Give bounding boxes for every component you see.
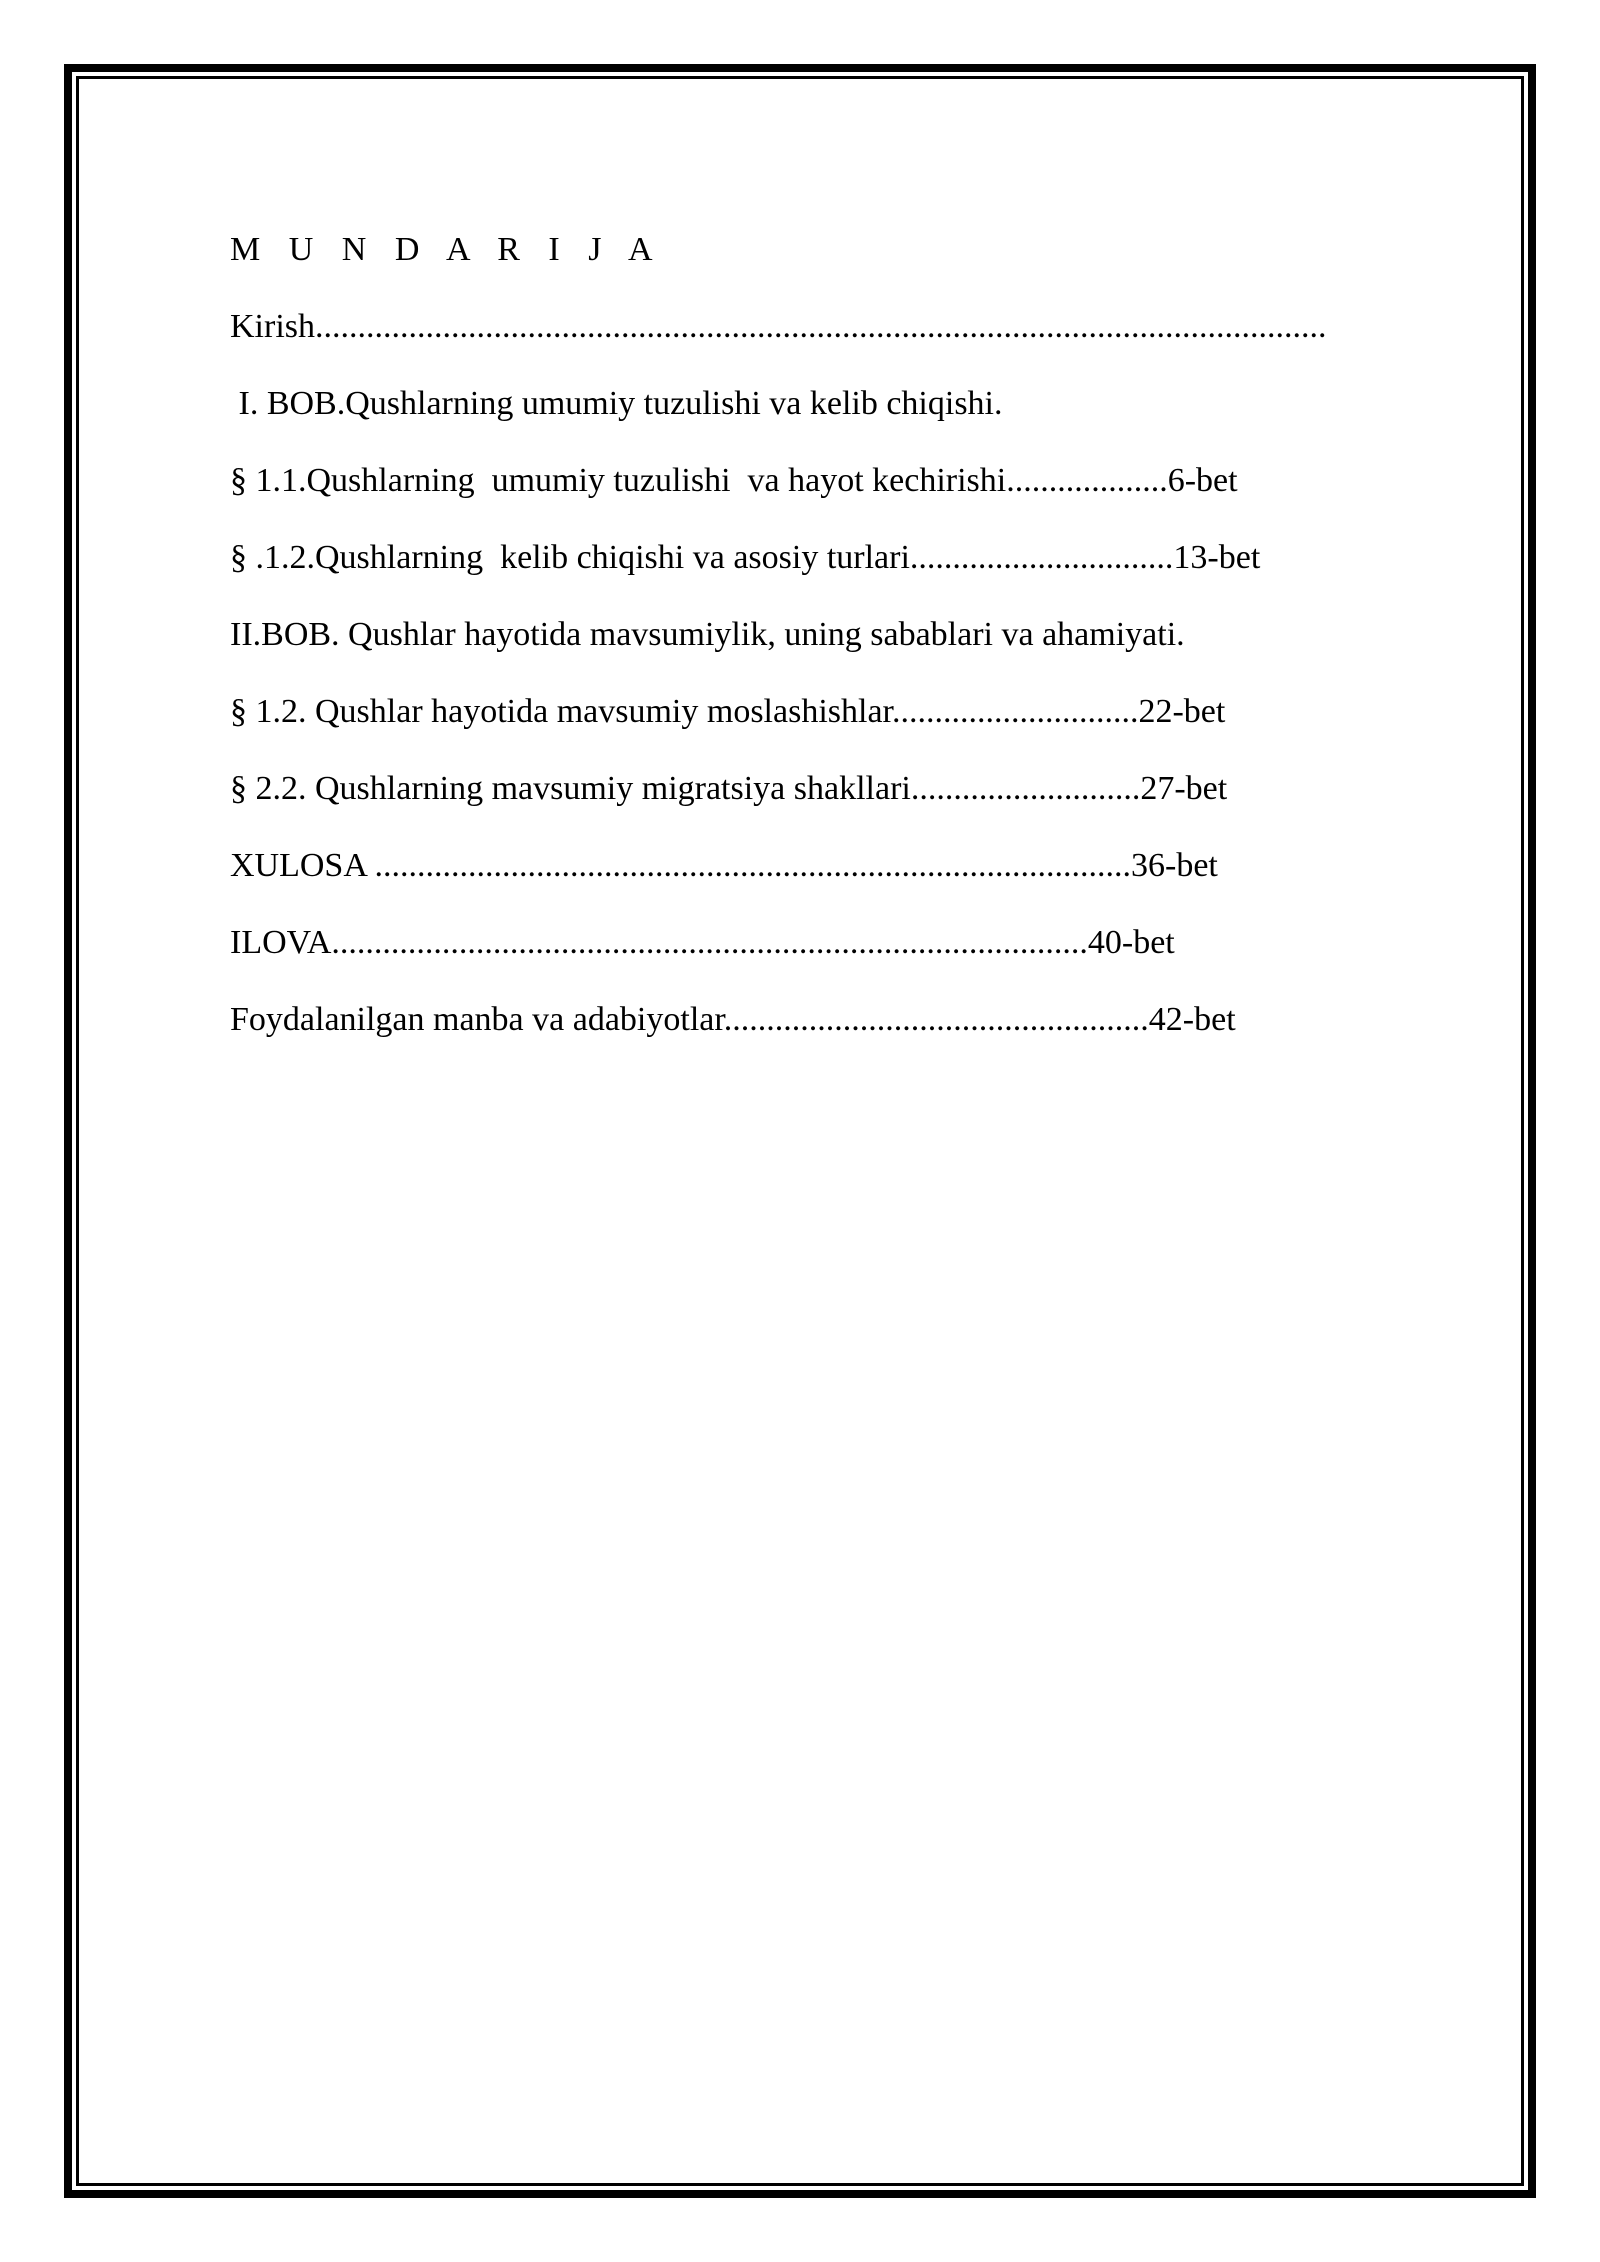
toc-entry-section-1-2: § .1.2.Qushlarning kelib chiqishi va asosiy turlari...............................13-bet — [230, 539, 1261, 576]
toc-entry-xulosa: XULOSA .........................................................................................36-bet — [230, 847, 1218, 884]
toc-entry-references: Foydalanilgan manba va adabiyotlar..................................................42-bet — [230, 1001, 1236, 1038]
toc-entry-kirish: Kirish....................................................................................................................... — [230, 308, 1327, 345]
toc-entry-ilova: ILOVA.........................................................................................40-bet — [230, 924, 1175, 961]
toc-entry-chapter-1: I. BOB.Qushlarning umumiy tuzulishi va kelib chiqishi. — [230, 385, 1003, 422]
toc-entry-chapter-2: II.BOB. Qushlar hayotida mavsumiylik, uning sabablari va ahamiyati. — [230, 616, 1185, 653]
toc-title: M U N D A R I J A — [230, 231, 663, 268]
toc-entry-section-2-2: § 2.2. Qushlarning mavsumiy migratsiya shakllari...........................27-bet — [230, 770, 1228, 807]
toc-entry-section-1-1: § 1.1.Qushlarning umumiy tuzulishi va hayot kechirishi...................6-bet — [230, 462, 1238, 499]
toc-entry-section-2-1: § 1.2. Qushlar hayotida mavsumiy moslashishlar.............................22-bet — [230, 693, 1226, 730]
table-of-contents — [230, 226, 1480, 1073]
